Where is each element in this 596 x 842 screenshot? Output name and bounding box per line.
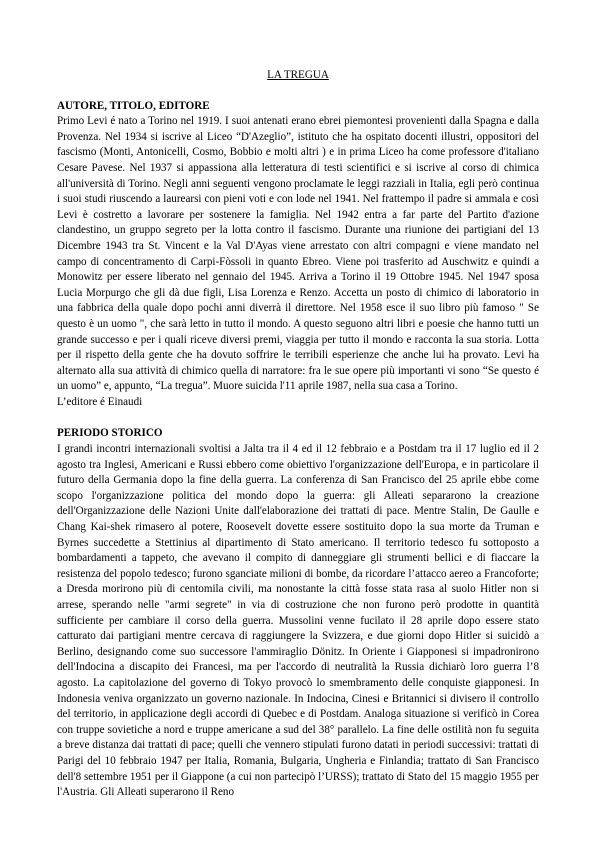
section-heading-historical-period: PERIODO STORICO	[57, 427, 163, 440]
document-title: LA TREGUA	[267, 69, 329, 81]
publisher-note: L’editore é Einaudi	[57, 395, 143, 408]
historical-period-paragraph: I grandi incontri internazionali svoltisi a Jalta tra il 4 ed il 12 febbraio e a Postdam tra il 17 luglio ed il 2 agosto tra Inglesi, Americani e Russi ebbero come obiettivo l'organizzazione dell'Europa, e in particolare il futuro della Germania dopo la fine della guerra. La conferenza di San Francisco del 25 aprile ebbe come scopo l'organizzazione politica del mondo dopo la guerra: gli Alleati separarono la creazione dell'Organizzazione delle Nazioni Unite dall'elaborazione dei trattati di pace. Mentre Stalin, De Gaulle e Chang Kai-shek rimasero al potere, Roosevelt dovette essere sostituito dopo la sua morte da Truman e Byrnes succedette a Stettinius al dipartimento di Stato americano. Il territorio tedesco fu sottoposto a bombardamenti a tappeto, che avevano il compito di danneggiare gli strumenti bellici e di fiaccare la resistenza del popolo tedesco; furono sganciate milioni di bombe, da ricordare l’attacco aereo a Francoforte; a Dresda morirono più di centomila civili, ma nonostante la città fosse stata rasa al suolo Hitler non si arrese, sperando nelle "armi segrete" in via di costruzione che non furono però prodotte in quantità sufficiente per cambiare il corso della guerra. Mussolini venne fucilato il 28 aprile dopo essere stato catturato dai partigiani mentre cercava di raggiungere la Svizzera, e due giorni dopo Hitler si suicidò a Berlino, designando come suo successore l'ammiraglio Dönitz. In Oriente i Giapponesi si impadronirono dell'Indocina a discapito dei Francesi, ma per l'accordo di neutralità la Russia dichiarò loro guerra l’8 agosto. La capitolazione del governo di Tokyo provocò lo smembramento delle conquiste giapponesi. In Indonesia veniva organizzato un governo nazionale. In Indocina, Cinesi e Britannici si divisero il controllo del territorio, in applicazione degli accordi di Quebec e di Postdam. Analoga situazione si verificò in Corea con truppe sovietiche a nord e truppe americane a sud del 38° parallelo. La fine delle ostilità non fu seguita a breve distanza dai trattati di pace; quelli che vennero stipulati furono datati in periodi successivi: trattati di Parigi del 10 febbraio 1947 per Italia, Romania, Bulgaria, Ungheria e Finlandia; trattato di San Francisco dell'8 settembre 1951 per il Giappone (a cui non partecipò l’URSS); trattato di Stato del 15 maggio 1955 per l'Austria. Gli Alleati superarono il Reno	[57, 443, 539, 799]
author-paragraph: Primo Levi é nato a Torino nel 1919. I suoi antenati erano ebrei piemontesi provenienti dalla Spagna e dalla Provenza. Nel 1934 si iscrive al Liceo “D'Azeglio”, istituto che ha ospitato docenti illustri, oppositori del fascismo (Monti, Antonicelli, Cosmo, Bobbio e molti altri ) e in prima Liceo ha come professore d'italiano Cesare Pavese. Nel 1937 si appassiona alla letteratura di testi scientifici e si iscrive al corso di chimica all'università di Torino. Negli anni seguenti vengono proclamate le leggi razziali in Italia, egli però continua i suoi studi riuscendo a laurearsi con pieni voti e con lode nel 1941. Nel frattempo il padre si ammala e così Levi è costretto a lavorare per sostenere la famiglia. Nel 1942 entra a far parte del Partito d'azione clandestino, un gruppo segreto per la lotta contro il fascismo. Durante una riunione dei partigiani del 13 Dicembre 1943 tra St. Vincent e la Val D'Ayas viene arrestato con altri compagni e viene mandato nel campo di concentramento di Carpi-Fòssoli in quanto Ebreo. Viene poi trasferito ad Auschwitz e quindi a Monowitz per essere liberato nel gennaio del 1945. Arriva a Torino il 19 Ottobre 1945. Nel 1947 sposa Lucia Morpurgo che gli dà due figli, Lisa Lorenza e Renzo. Accetta un posto di chimico di laboratorio in una fabbrica della quale dopo pochi anni diverrà il direttore. Nel 1958 esce il suo libro più famoso " Se questo è un uomo ", che sarà letto in tutto il mondo. A questo seguono altri libri e poesie che hanno tutti un grande successo e per i quali riceve diversi premi, viaggia per tutto il mondo e racconta la sua storia. Lotta per il rispetto della gente che ha dovuto soffrire le terribili esperienze che anche lui ha provato. Levi ha alternato alla sua attività di chimico quella di narratore: fra le sue opere più importanti vi sono “Se questo é un uomo” e, appunto, “La tregua”. Muore suicida l'11 aprile 1987, nella sua casa a Torino.	[57, 115, 539, 393]
section-spacer	[57, 410, 539, 426]
section-historical-period	[57, 426, 539, 800]
section-author	[57, 99, 539, 411]
section-heading-author: AUTORE, TITOLO, EDITORE	[57, 99, 210, 112]
